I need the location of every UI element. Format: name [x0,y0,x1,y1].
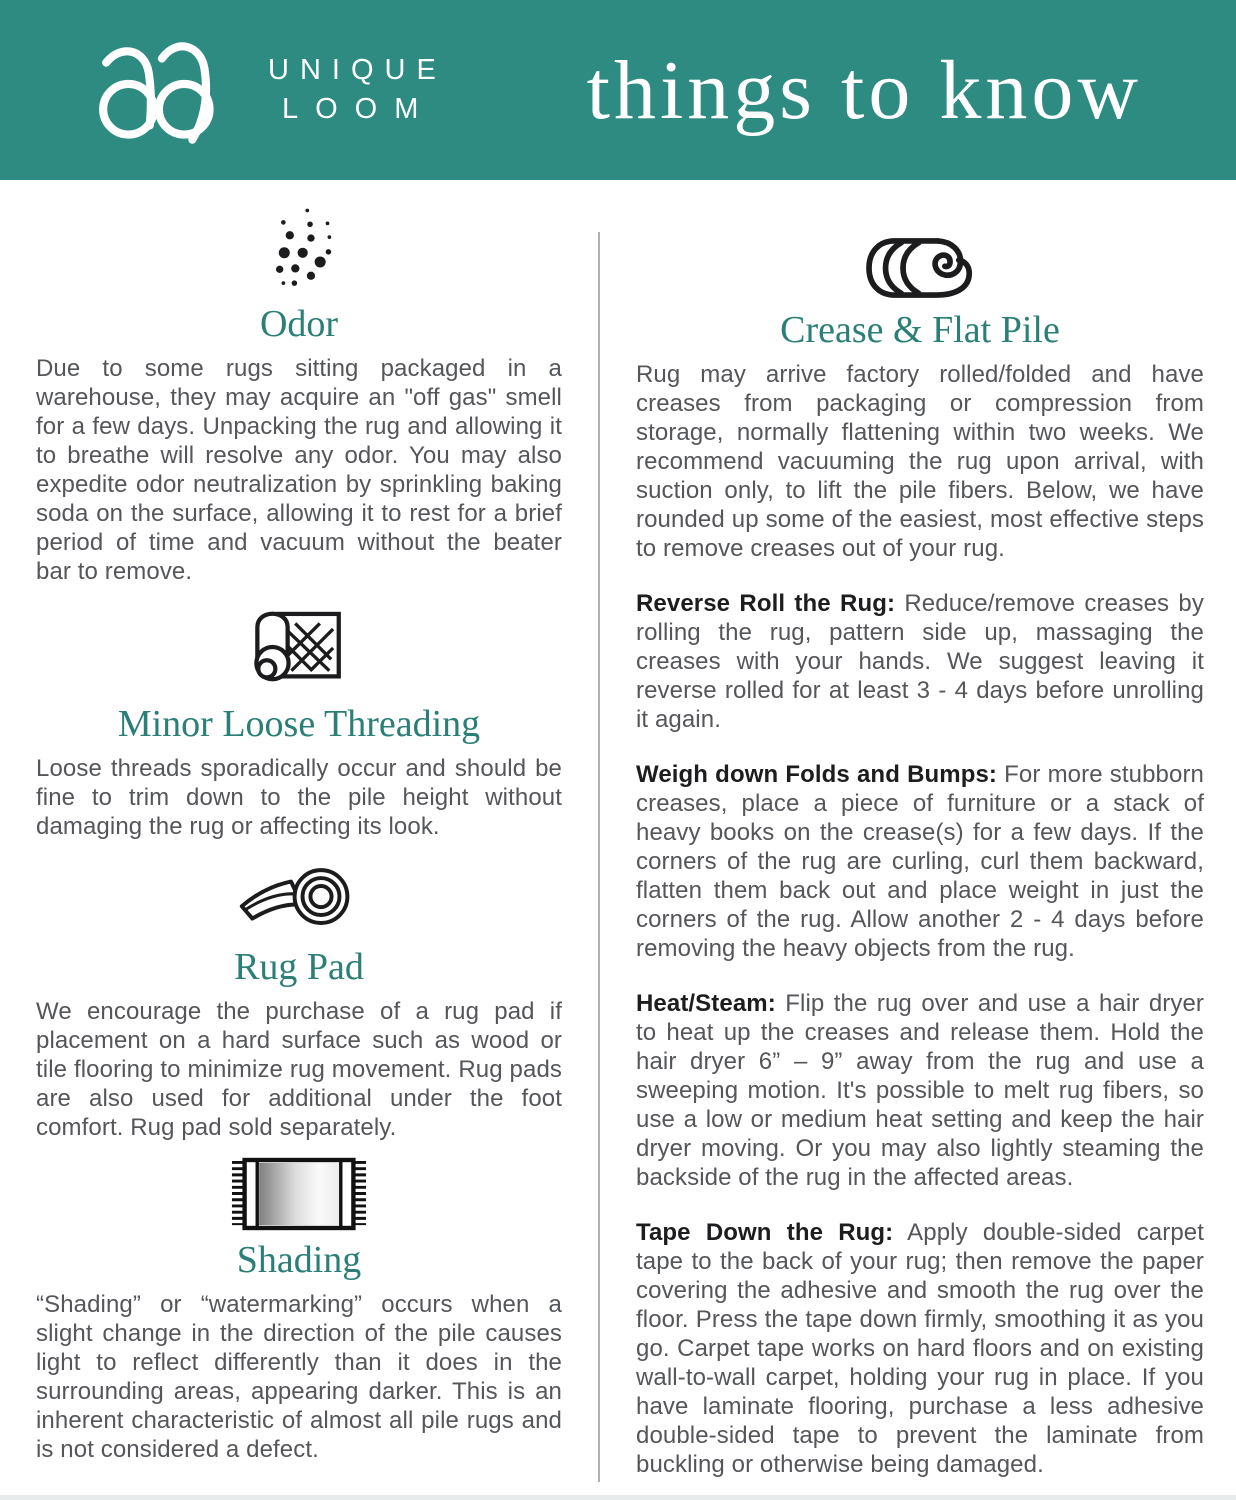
header-banner [0,0,1236,180]
odor-dots-icon [36,204,562,296]
subsection-reverse-roll [636,589,1204,734]
subsection-text-heat-steam: Flip the rug over and use a hair dryer to heat up the creases and release them. Hold the hair dryer 6” – 9” away from the rug and use a sweeping motion. It's possible to melt rug fibers, so use a low or medium heat setting and keep the hair dryer moving. Or you may also lightly steaming the backside of the rug in the affected areas. [636,990,1204,1191]
shaded-rug-icon [36,1156,562,1232]
rolled-rug-side-icon [636,234,1204,302]
subsection-tape-down [636,1218,1204,1479]
column-divider [598,232,600,1482]
section-shading [36,1156,562,1464]
section-body-shading: “Shading” or “watermarking” occurs when a slight change in the direction of the pile causes light to reflect differently than it does in the surrounding areas, appearing darker. This is an inherent characteristic of almost all pile rugs and is not considered a defect. [36,1291,562,1463]
subsection-label-weigh-down: Weigh down Folds and Bumps: [636,761,998,788]
right-column [598,180,1236,1500]
section-title-odor: Odor [259,303,339,345]
brand-line-2: LOOM [282,93,436,125]
page-title: things to know [586,43,1142,137]
content-area [0,180,1236,1500]
unique-loom-loops-icon [92,34,244,146]
subsection-text-tape-down: Apply double-sided carpet tape to the back of your rug; then remove the paper covering the adhesive and smooth the rug over the floor. Press the tape down firmly, smoothing it as you go. Carpet tape works on hard floors and on existing wall-to-wall carpet, holding your rug in place. If you have laminate flooring, purchase a less adhesive double-sided tape to prevent the laminate from buckling or otherwise being damaged. [636,1219,1204,1478]
subsection-label-reverse-roll: Reverse Roll the Rug: [636,590,896,617]
section-body-threading: Loose threads sporadically occur and should be fine to trim down to the pile height without damaging the rug or affecting its look. [36,755,562,840]
crease-intro: Rug may arrive factory rolled/folded and have creases from packaging or compression from storage, normally flattening within two weeks. We recommend vacuuming the rug upon arrival, with suction only, to lift the pile fibers. Below, we have rounded up some of the easiest, most effective steps to remove creases out of your rug. [636,361,1204,562]
subsection-weigh-down [636,760,1204,963]
bottom-edge-line [0,1495,1236,1500]
brand-name [268,54,447,126]
section-title-threading: Minor Loose Threading [117,703,481,745]
section-rug-pad [36,855,562,1142]
brand-line-1: UNIQUE [268,54,447,86]
subsection-text-weigh-down: For more stubborn creases, place a piece of furniture or a stack of heavy books on the crease(s) for a few days. If the corners of the rug are curling, curl them backward, flatten them back out and place weight in just the corners of the rug. Allow another 2 - 4 days before removing the heavy objects from the rug. [636,761,1204,962]
section-body-odor: Due to some rugs sitting packaged in a warehouse, they may acquire an "off gas" smell for a few days. Unpacking the rug and allowing it to breathe will resolve any odor. You may also expedite odor neutralization by sprinkling baking soda on the surface, allowing it to rest for a brief period of time and vacuum without the beater bar to remove. [36,355,562,585]
subsection-label-heat-steam: Heat/Steam: [636,990,776,1017]
subsection-heat-steam [636,989,1204,1192]
left-column [0,180,598,1500]
section-odor [36,204,562,586]
section-title-rug-pad: Rug Pad [234,946,364,988]
brand-lockup [92,34,447,146]
subsection-label-tape-down: Tape Down the Rug: [636,1219,894,1246]
section-body-rug-pad: We encourage the purchase of a rug pad if placement on a hard surface such as wood or tile flooring to minimize rug movement. Rug pads are also used for additional under the foot comfort. Rug pad sold separately. [36,998,562,1141]
section-title-shading: Shading [236,1239,362,1281]
rug-pad-roll-icon [36,855,562,939]
rolled-rug-threads-icon [36,600,562,696]
subsection-text-reverse-roll: Reduce/remove creases by rolling the rug, pattern side up, massaging the creases with your hands. We suggest leaving it reverse rolled for at least 3 - 4 days before unrolling it again. [636,590,1204,733]
section-loose-threading [36,600,562,841]
section-title-crease: Crease & Flat Pile [780,309,1060,351]
